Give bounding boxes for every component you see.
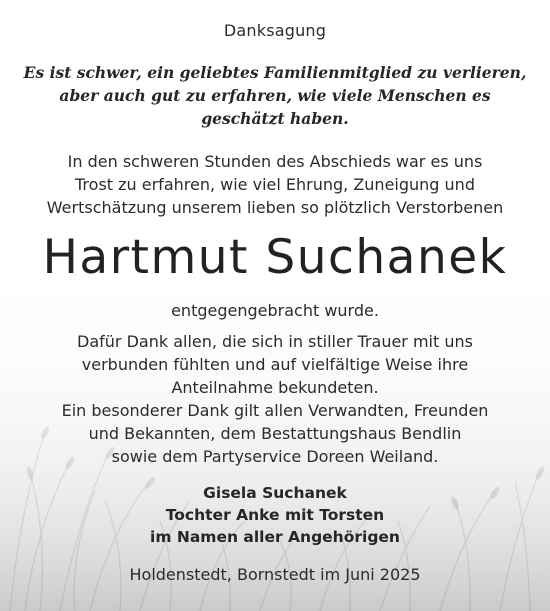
intro-line: Wertschätzung unserem lieben so plötzlich Verstorbenen	[46, 198, 504, 217]
deceased-name: Hartmut Suchanek	[42, 230, 508, 285]
thanks-line: Ein besonderer Dank gilt allen Verwandten, Freunden	[61, 401, 489, 420]
followup-line: entgegengebracht wurde.	[171, 301, 379, 320]
thanks-line: verbunden fühlten und auf vielfältige Weise ihre	[81, 355, 469, 374]
thanks-line: Anteilnahme bekundeten.	[171, 378, 379, 397]
quote-line: aber auch gut zu erfahren, wie viele Menschen es	[59, 86, 491, 105]
thanks-line: sowie dem Partyservice Doreen Weiland.	[111, 447, 439, 466]
place-date: Holdenstedt, Bornstedt im Juni 2025	[129, 565, 421, 584]
notice-heading: Danksagung	[223, 21, 327, 40]
quote-line: geschätzt haben.	[201, 109, 349, 128]
signature-line: Tochter Anke mit Torsten	[165, 506, 385, 524]
notice-intro	[0, 150, 550, 219]
intro-line: In den schweren Stunden des Abschieds war es uns	[67, 152, 483, 171]
intro-line: Trost zu erfahren, wie viel Ehrung, Zuneigung und	[75, 175, 475, 194]
notice-thanks	[0, 330, 550, 468]
thanks-line: Dafür Dank allen, die sich in stiller Trauer mit uns	[77, 332, 473, 351]
quote-line: Es ist schwer, ein geliebtes Familienmitglied zu verlieren,	[23, 63, 527, 82]
signature-line: Gisela Suchanek	[203, 484, 347, 502]
notice-quote	[0, 61, 550, 130]
thanks-line: und Bekannten, dem Bestattungshaus Bendlin	[88, 424, 462, 443]
notice-signatures	[0, 482, 550, 548]
signature-line: im Namen aller Angehörigen	[150, 528, 400, 546]
